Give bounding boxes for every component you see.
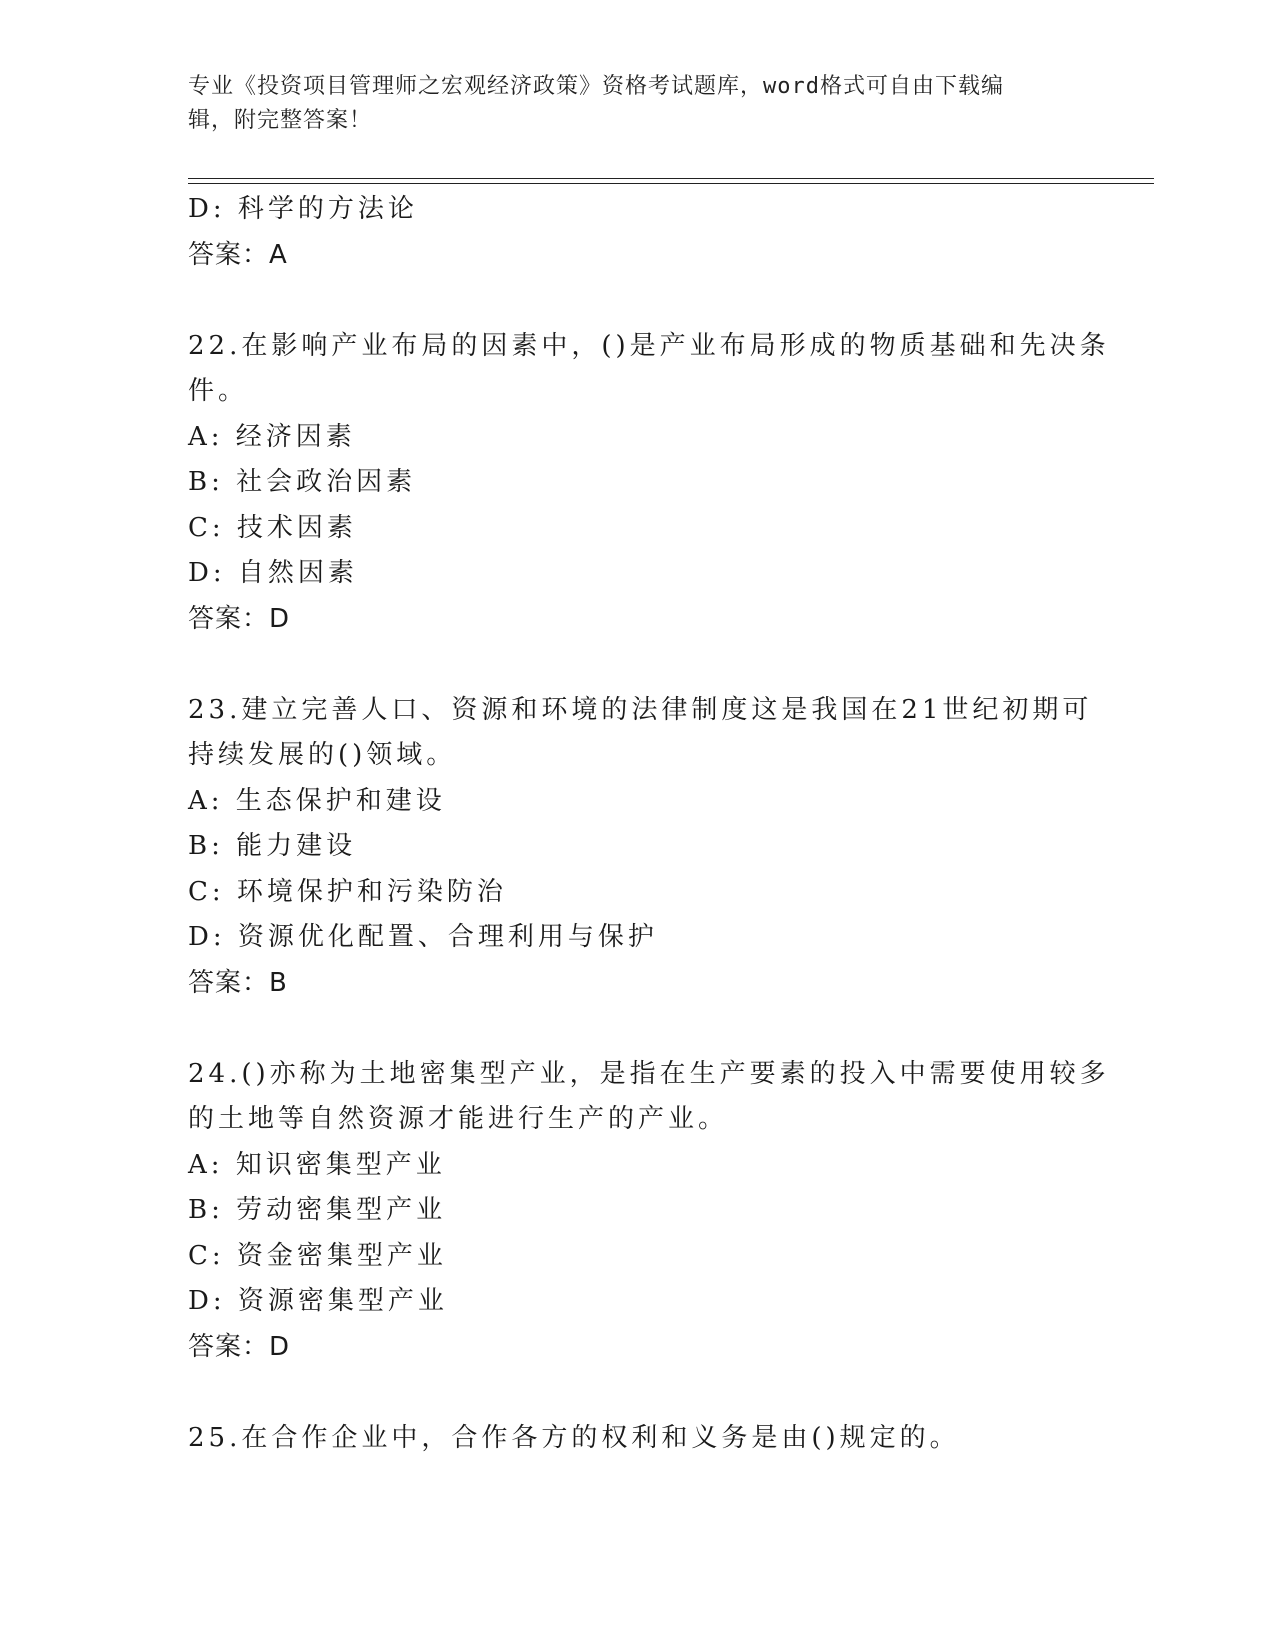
spacer (188, 642, 1088, 688)
previous-question-tail (188, 187, 1088, 278)
option-b: B: 社会政治因素 (188, 467, 417, 497)
question-22 (188, 324, 1110, 643)
question-stem: 25.在合作企业中，合作各方的权利和义务是由()规定的。 (188, 1422, 960, 1453)
option-d: D: 资源密集型产业 (188, 1286, 448, 1316)
question-stem: 23.建立完善人口、资源和环境的法律制度这是我国在21世纪初期可 (188, 694, 1093, 725)
option-a: A: 知识密集型产业 (188, 1149, 446, 1180)
question-23 (188, 688, 1093, 1007)
question-content (188, 187, 1110, 1461)
answer: 答案：B (188, 967, 288, 998)
question-25 (188, 1416, 1088, 1462)
option-b: B: 劳动密集型产业 (188, 1195, 447, 1225)
spacer (188, 278, 1088, 324)
question-stem: 24.()亦称为土地密集型产业，是指在生产要素的投入中需要使用较多 (188, 1058, 1110, 1089)
header-line-2: 辑，附完整答案！ (188, 108, 373, 133)
spacer (188, 1370, 1088, 1416)
question-stem-cont: 的土地等自然资源才能进行生产的产业。 (188, 1104, 729, 1134)
option-a: A: 生态保护和建设 (188, 785, 446, 816)
option-d: D: 自然因素 (188, 558, 358, 588)
option-c: C: 技术因素 (188, 512, 357, 543)
question-stem-cont: 件。 (188, 376, 249, 406)
header-line-1: 专业《投资项目管理师之宏观经济政策》资格考试题库，word格式可自由下载编 (188, 74, 1004, 99)
spacer (188, 1006, 1088, 1052)
header-divider-top (188, 178, 1154, 179)
answer: 答案：D (188, 603, 291, 634)
answer: 答案：D (188, 1331, 291, 1362)
question-stem-cont: 持续发展的()领域。 (188, 740, 457, 770)
option-a: A: 经济因素 (188, 421, 356, 452)
question-stem: 22.在影响产业布局的因素中，()是产业布局形成的物质基础和先决条 (188, 330, 1110, 361)
option-d: D: 科学的方法论 (188, 194, 418, 224)
document-header (188, 70, 1068, 138)
answer: 答案：A (188, 239, 288, 270)
option-c: C: 资金密集型产业 (188, 1240, 447, 1271)
option-b: B: 能力建设 (188, 831, 357, 861)
option-c: C: 环境保护和污染防治 (188, 876, 507, 907)
question-24 (188, 1052, 1110, 1371)
option-d: D: 资源优化配置、合理利用与保护 (188, 922, 658, 952)
header-divider-bottom (188, 183, 1154, 184)
